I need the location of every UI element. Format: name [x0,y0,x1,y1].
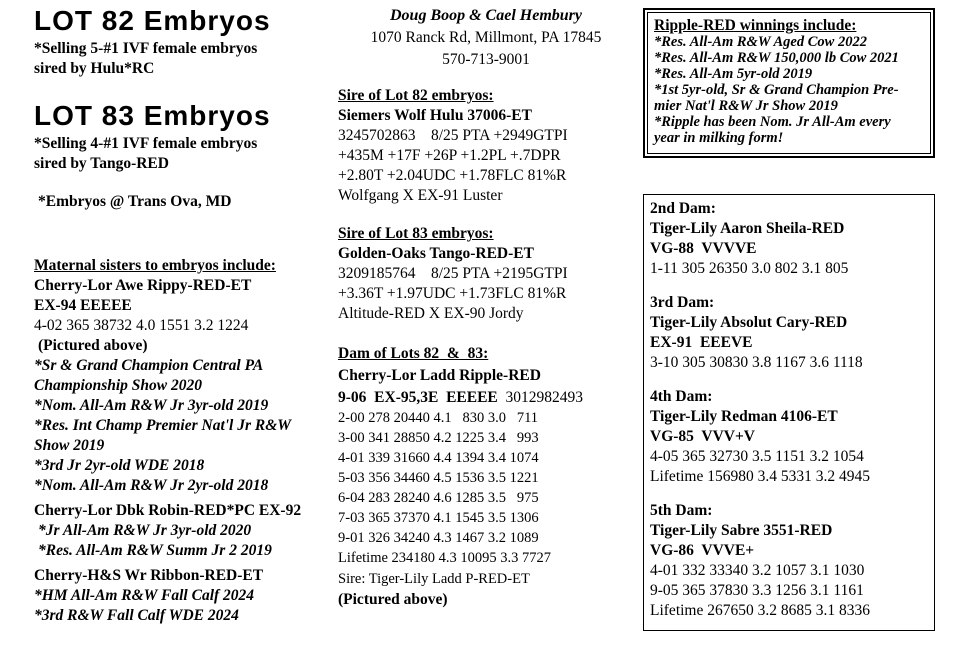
dam-5-lifetime: Lifetime 267650 3.2 8685 3.1 8336 [650,602,870,619]
address: 1070 Ranck Rd, Millmont, PA 17845 [370,29,602,46]
ripple-honor: year in milking form! [654,130,784,146]
sister-1-honor: *3rd Jr 2yr-old WDE 2018 [34,457,205,474]
sister-1-name: Cherry-Lor Awe Rippy-RED-ET [34,277,252,294]
sister-1-honor: *Nom. All-Am R&W Jr 2yr-old 2018 [34,477,269,494]
dam-2-label: 2nd Dam: [650,200,716,217]
sister-3-honor: *HM All-Am R&W Fall Calf 2024 [34,587,255,604]
sire82-line: 3245702863 8/25 PTA +2949GTPI [338,127,568,144]
sister-2 [34,501,334,561]
phone: 570-713-9001 [442,51,530,68]
sister-1-record: 4-02 365 38732 4.0 1551 3.2 1224 [34,317,249,334]
dam-registration: 3012982493 [505,389,584,406]
dam-3-name: Tiger-Lily Absolut Cary-RED [650,314,848,331]
lot83-title: LOT 83 Embryos [34,100,271,131]
dam-2-record: 1-11 305 26350 3.0 802 3.1 805 [650,260,849,277]
owners: Doug Boop & Cael Hembury [389,7,582,24]
dams-box [643,194,935,631]
lot82-line2: sired by Hulu*RC [34,60,155,77]
ripple-title: Ripple-RED winnings include: [654,17,857,34]
dam-record: 3-00 341 28850 4.2 1225 3.4 993 [338,430,539,446]
sister-2-name: Cherry-Lor Dbk Robin-RED*PC EX-92 [34,502,302,519]
dam-2-name: Tiger-Lily Aaron Sheila-RED [650,220,845,237]
sister-1-honor: *Nom. All-Am R&W Jr 3yr-old 2019 [34,397,269,414]
left-column [34,0,334,626]
dam-score: 9-06 EX-95,3E EEEEE [338,389,498,406]
sire83-line: 3209185764 8/25 PTA +2195GTPI [338,265,568,282]
dam-name: Cherry-Lor Ladd Ripple-RED [338,367,541,384]
dam-5-score: VG-86 VVVE+ [650,542,755,559]
dam-4-name: Tiger-Lily Redman 4106-ET [650,408,838,425]
lot83-line1: *Selling 4-#1 IVF female embryos [34,135,258,152]
dam-5-label: 5th Dam: [650,502,713,519]
dam-5-record: 9-05 365 37830 3.3 1256 3.1 1161 [650,582,864,599]
dam-4-label: 4th Dam: [650,388,713,405]
sister-3 [34,566,334,626]
dam-record: 9-01 326 34240 4.3 1467 3.2 1089 [338,530,539,546]
ripple-honor: *Res. All-Am R&W Aged Cow 2022 [654,34,867,50]
dam-heading: Dam of Lots 82 & 83: [338,345,489,362]
dam-record: 6-04 283 28240 4.6 1285 3.5 975 [338,490,539,506]
dam-4-block [650,387,928,487]
dam-lifetime: Lifetime 234180 4.3 10095 3.3 7727 [338,550,552,566]
sister-1 [34,276,334,496]
lot82-title: LOT 82 Embryos [34,5,271,36]
dam-3-block [650,293,928,373]
sister-1-honor: Show 2019 [34,437,105,454]
sister-2-honor: *Res. All-Am R&W Summ Jr 2 2019 [38,542,272,559]
sister-1-honor: *Sr & Grand Champion Central PA [34,357,264,374]
lot82-line1: *Selling 5-#1 IVF female embryos [34,40,258,57]
dam-3-score: EX-91 EEEVE [650,334,753,351]
sire82-line: +435M +17F +26P +1.2PL +.7DPR [338,147,561,164]
middle-column [338,0,634,610]
dam-4-lifetime: Lifetime 156980 3.4 5331 3.2 4945 [650,468,870,485]
sire82-line: Wolfgang X EX-91 Luster [338,187,503,204]
dam-3-label: 3rd Dam: [650,294,715,311]
embryo-location: *Embryos @ Trans Ova, MD [38,193,232,210]
ripple-winnings-box [643,8,935,158]
sire82-line: +2.80T +2.04UDC +1.78FLC 81%R [338,167,567,184]
sire83-line: +3.36T +1.97UDC +1.73FLC 81%R [338,285,567,302]
dam-record: 7-03 365 37370 4.1 1545 3.5 1306 [338,510,539,526]
ripple-honor: *Res. All-Am 5yr-old 2019 [654,66,813,82]
sister-3-name: Cherry-H&S Wr Ribbon-RED-ET [34,567,264,584]
sister-3-honor: *3rd R&W Fall Calf WDE 2024 [34,607,239,624]
dam-2-score: VG-88 VVVVE [650,240,757,257]
dam-record: 5-03 356 34460 4.5 1536 3.5 1221 [338,470,539,486]
sister-2-honor: *Jr All-Am R&W Jr 3yr-old 2020 [38,522,252,539]
sire82-heading: Sire of Lot 82 embryos: [338,87,494,104]
maternal-heading: Maternal sisters to embryos include: [34,257,276,274]
dam-record: 2-00 278 20440 4.1 830 3.0 711 [338,410,539,426]
sire83-heading: Sire of Lot 83 embryos: [338,225,494,242]
dam-5-record: 4-01 332 33340 3.2 1057 3.1 1030 [650,562,865,579]
ripple-honor: mier Nat'l R&W Jr Show 2019 [654,98,838,114]
dam-5-name: Tiger-Lily Sabre 3551-RED [650,522,833,539]
lot83-line2: sired by Tango-RED [34,155,169,172]
dam-4-record: 4-05 365 32730 3.5 1151 3.2 1054 [650,448,864,465]
dam-3-record: 3-10 305 30830 3.8 1167 3.6 1118 [650,354,863,371]
dam-pictured: (Pictured above) [338,591,448,608]
sister-1-pictured: (Pictured above) [38,337,148,354]
sire83-name: Golden-Oaks Tango-RED-ET [338,245,534,262]
sister-1-score: EX-94 EEEEE [34,297,132,314]
ripple-honor: *Ripple has been Nom. Jr All-Am every [654,114,891,130]
dam-5-block [650,501,928,621]
sister-1-honor: *Res. Int Champ Premier Nat'l Jr R&W [34,417,292,434]
sister-1-honor: Championship Show 2020 [34,377,202,394]
sire82-name: Siemers Wolf Hulu 37006-ET [338,107,532,124]
dam-record: 4-01 339 31660 4.4 1394 3.4 1074 [338,450,539,466]
dam-sire: Sire: Tiger-Lily Ladd P-RED-ET [338,571,530,587]
ripple-honor: *Res. All-Am R&W 150,000 lb Cow 2021 [654,50,899,66]
ripple-honor: *1st 5yr-old, Sr & Grand Champion Pre- [654,82,899,98]
dam-2-block [650,199,928,279]
dam-4-score: VG-85 VVV+V [650,428,755,445]
sire83-line: Altitude-RED X EX-90 Jordy [338,305,524,322]
